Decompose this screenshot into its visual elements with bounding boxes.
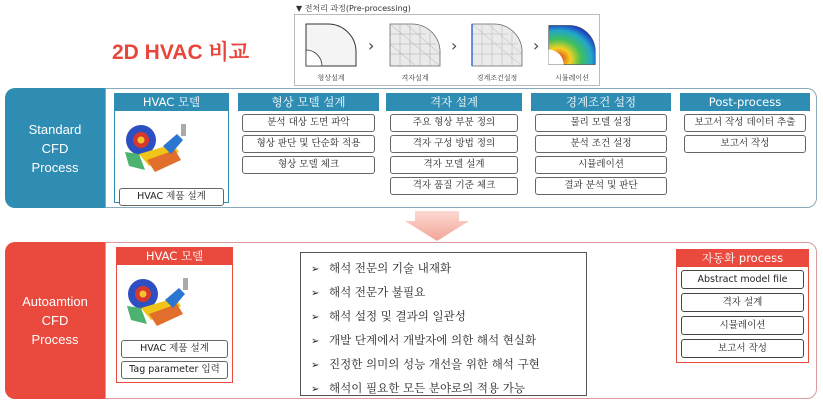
- chevron-right-icon: ›: [368, 36, 375, 55]
- preprocessing-step-label: 격자설계: [401, 74, 429, 82]
- column-header: 자동화 process: [676, 249, 809, 267]
- process-item: 형상 판단 및 단순화 적용: [242, 135, 375, 153]
- chevron-right-icon: ›: [533, 36, 540, 55]
- list-item: [311, 305, 586, 329]
- preprocessing-step-label: 경계조건설정: [476, 74, 518, 82]
- column-header: Post-process: [680, 93, 810, 111]
- process-item: 보고서 작성: [684, 135, 806, 153]
- hvac-design-item: HVAC 제품 설계: [119, 188, 224, 206]
- tag-parameter-item: Tag parameter 입력: [121, 361, 228, 379]
- standard-hvac-model-column: [114, 93, 229, 203]
- list-item-text: 개발 단계에서 개발자에 의한 해석 현실화: [329, 333, 537, 347]
- process-item: 격자 모델 설계: [390, 156, 518, 174]
- automation-process-label: [5, 242, 105, 399]
- automation-hvac-model-column: [116, 247, 233, 383]
- list-item: [311, 377, 586, 401]
- arrow-bullet-icon: ➢: [311, 264, 320, 275]
- process-item: 격자 구성 방법 정의: [390, 135, 518, 153]
- process-item: 물리 모델 설정: [535, 114, 667, 132]
- process-item: 주요 형상 부분 정의: [390, 114, 518, 132]
- chevron-right-icon: ›: [451, 36, 458, 55]
- standard-process-label: [5, 88, 105, 208]
- simulation-result-image: [545, 20, 599, 70]
- list-item: [311, 353, 586, 377]
- preprocessing-caption: ▼ 전처리 과정(Pre-processing): [296, 4, 411, 13]
- standard-boundary-column: [531, 93, 671, 203]
- list-item-text: 해석 설정 및 결과의 일관성: [329, 309, 466, 323]
- automation-label-line: Autoamtion: [22, 294, 88, 309]
- standard-post-process-column: [680, 93, 810, 203]
- column-header: 격자 설계: [386, 93, 522, 111]
- list-item: [311, 257, 586, 281]
- column-header: 형상 모델 설계: [238, 93, 379, 111]
- benefits-list: [300, 252, 587, 396]
- list-item-text: 해석이 필요한 모든 분야로의 적용 가능: [329, 381, 526, 395]
- mesh-image: [386, 20, 444, 70]
- preprocessing-step-label: 형상설계: [317, 74, 345, 82]
- process-item: 형상 모델 체크: [242, 156, 375, 174]
- standard-label-line: Process: [31, 159, 79, 175]
- process-item: 격자 품질 기준 체크: [390, 177, 518, 195]
- boundary-condition-image: [468, 20, 526, 70]
- list-item: [311, 329, 586, 353]
- automation-label-line: CFD: [41, 313, 69, 328]
- arrow-bullet-icon: ➢: [311, 288, 320, 299]
- list-item: [311, 281, 586, 305]
- arrow-bullet-icon: ➢: [311, 336, 320, 347]
- arrow-bullet-icon: ➢: [311, 384, 320, 395]
- down-arrow-icon: [405, 211, 469, 241]
- process-item: 결과 분석 및 판단: [535, 177, 667, 195]
- process-item: 시뮬레이션: [681, 316, 804, 335]
- list-item-text: 해석 전문가 불필요: [329, 285, 426, 299]
- column-header: HVAC 모델: [114, 93, 229, 111]
- hvac-design-item: HVAC 제품 설계: [121, 340, 228, 358]
- process-item: 격자 설계: [681, 293, 804, 312]
- preprocessing-step-label: 시뮬레이션: [555, 74, 589, 82]
- standard-label-line: Standard: [28, 121, 82, 137]
- arrow-bullet-icon: ➢: [311, 360, 320, 371]
- arrow-bullet-icon: ➢: [311, 312, 320, 323]
- process-item: 분석 대상 도면 파악: [242, 114, 375, 132]
- page-title: 2D HVAC 비교: [112, 41, 250, 64]
- process-item: Abstract model file: [681, 270, 804, 289]
- process-item: 보고서 작성 데이터 추출: [684, 114, 806, 132]
- automation-label-line: Process: [31, 332, 79, 347]
- hvac-model-image: [121, 270, 193, 332]
- standard-label-line: CFD: [41, 140, 69, 156]
- geometry-sketch-image: [302, 20, 360, 70]
- hvac-model-image: [119, 116, 191, 178]
- process-item: 시뮬레이션: [535, 156, 667, 174]
- list-item-text: 해석 전문의 기술 내재화: [329, 261, 452, 275]
- column-header: 경계조건 설정: [531, 93, 671, 111]
- standard-geometry-column: [238, 93, 379, 203]
- automation-process-column: [676, 249, 809, 363]
- standard-mesh-column: [386, 93, 522, 203]
- process-item: 분석 조건 설정: [535, 135, 667, 153]
- list-item-text: 진정한 의미의 성능 개선을 위한 해석 구현: [329, 357, 540, 371]
- process-item: 보고서 작성: [681, 339, 804, 358]
- column-header: HVAC 모델: [116, 247, 233, 265]
